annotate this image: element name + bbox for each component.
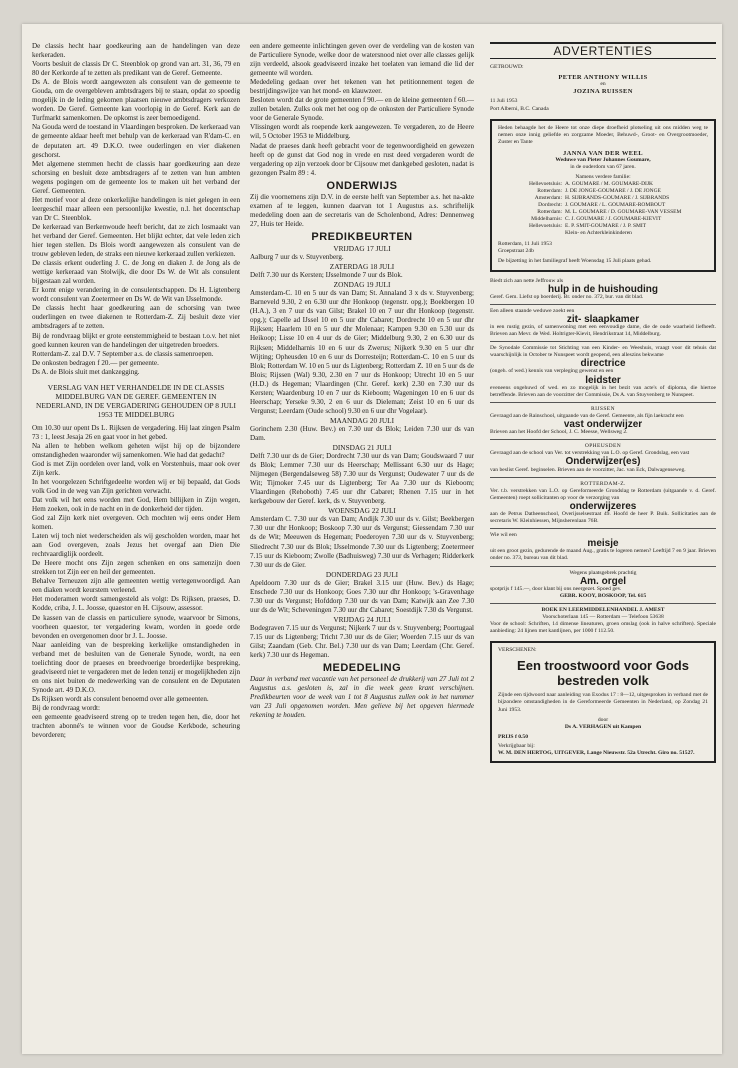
deceased-name: JANNA VAN DER WEEL bbox=[563, 149, 643, 157]
paragraph: Dat volk wil het eens worden met God, Hem billijken in Zijn wegen, Hem zoeken, ook in de nacht en in de donkerheid der tijden. bbox=[32, 495, 240, 513]
family-names: Klein- en Achterkleinkinderen bbox=[565, 230, 632, 237]
mededeling-heading: MEDEDELING bbox=[322, 662, 402, 675]
deceased-sub: Weduwe van Pieter Johannes Goumare, bbox=[555, 156, 651, 163]
report-conclusion bbox=[250, 42, 474, 178]
death-place: Rotterdam, 11 Juli 1953 bbox=[498, 241, 552, 248]
meisje-intro: Wie wil een bbox=[490, 532, 517, 539]
burial-text: De bijzetting in het familiegraf heeft Woensdag 15 Juli plaats gehad. bbox=[498, 258, 652, 265]
family-place: Amsterdam: bbox=[534, 195, 562, 202]
family-names: J. GOUMARE / L. GOUMARE-ROMBOUT bbox=[565, 202, 666, 209]
zit-title: zit- slaapkamer bbox=[566, 313, 640, 325]
mededeling-text: Daar in verband met vacantie van het personeel de drukkerij van 27 Juli tot 2 Augustus a.s. gesloten is, zal in die week geen krant verschijnen. Predikbeurten voor de week van 1 tot 8 Augustus zullen ook in het nummer van 23 Juli opgenomen worden. Men gelieve bij het opgeven hiermede rekening te houden. bbox=[250, 675, 474, 720]
paragraph: De classis hecht haar goedkeuring aan de schorsing van twee ouderlingen en twee diakenen te Rotterdam-Z. Zij besluit deze vier ambtsdragers af te zetten. bbox=[32, 304, 240, 331]
ad-divider bbox=[490, 304, 716, 305]
family-label: Namens verdere familie: bbox=[575, 174, 631, 181]
vast-text: Brieven aan het Hoofd der School, J. C. Meesse, Wellsweg 2. bbox=[490, 429, 628, 436]
marriage-ad bbox=[490, 64, 716, 113]
classis-report-continued bbox=[32, 42, 240, 377]
directrice-title: directrice bbox=[580, 358, 626, 370]
bride-name: JOZINA RUISSEN bbox=[573, 88, 633, 96]
family-names: C. J. GOUMARE / J. GOUMARE-KIEVIT bbox=[565, 216, 662, 223]
paragraph: God is met Zijn oordelen over land, volk en Vorstenhuis, maar ook over Zijn kerk. bbox=[32, 459, 240, 477]
hulp-intro: Biedt zich aan nette Jeffrouw als bbox=[490, 277, 564, 284]
advertenties-heading: ADVERTENTIES bbox=[490, 42, 716, 59]
predik-entries: Bodegraven 7.15 uur ds Vergunst; Nijkerk 7 uur ds v. Stuyvenberg; Poortugaal 7.15 uur ds Ligtenberg; Tricht 7.30 uur ds de Gier; Woerden 7.15 uur ds van Gilst; Zaandam (Geb. Chr. Bel.) 7.30 uur ds van Dam; Leerdam (Chr. Geref. kerk) 7.30 uur ds Hegeman. bbox=[250, 623, 474, 660]
paragraph: Nadat de praeses dank heeft gebracht voor de tegenwoordigheid en gewezen heeft op de gunst dat God nog in vrede en rust deed vergaderen wordt de vergadering op zijn verzoek door br Cijsouw met dankgebed gesloten, nadat is gezongen Psalm 89 : 4. bbox=[250, 141, 474, 177]
boek-sub: Voorschoterlaan 145 — Rotterdam — Telefoon 53638 bbox=[542, 614, 664, 621]
ad-divider bbox=[490, 528, 716, 529]
rijssen-text: Gevraagd aan de Rainschool, uitgaande van de Geref. Gemeente, als fijn laekracht een bbox=[490, 412, 684, 419]
opheusden-label: OPHEUSDEN bbox=[584, 443, 622, 450]
leidster-text: eveneens ongehuwd of wed. en zo mogelijk in het bezit van acte's of diploma, die hiertoe betreffende. Brieven aan de voorzitter der Commissie, Ds A. van Stuyvenberg te Nunspeet. bbox=[490, 384, 716, 398]
paragraph: Bij de rondvraag blijkt er grote eenstemmigheid te bestaan t.o.v. het niet goed kunnen keuren van de handelingen der uitgetreden broeders. bbox=[32, 331, 240, 349]
predik-entries: Amsterdam C. 7.30 uur ds van Dam; Andijk 7.30 uur ds v. Gilst; Beekbergen 7.30 uur dhr Honkoop; Boskoop 7.30 uur ds Vergunst; Giessendam 7.30 uur ds de Wit; Meeuwen ds Hegeman; Poederoyen 7.30 uur ds v. Stuyvenberg; Sliedrecht 7.30 uur ds Blok; IJsselmonde 7.30 uur ds Ligtenberg; Zoetermeer 7.15 uur ds Kieboom; Zwolle (Badhuisweg) 7.30 uur ds Verhagen; Ridderkerk 7.30 uur ds de Gier. bbox=[250, 515, 474, 569]
advertisements-column bbox=[490, 42, 716, 769]
wedding-date: 11 Juli 1953 bbox=[490, 98, 518, 105]
column-2 bbox=[250, 42, 474, 720]
predik-day: DINSDAG 21 JULI bbox=[332, 443, 392, 453]
paragraph: Bij de rondvraag wordt: bbox=[32, 704, 100, 712]
onderwijs-text: Zij die voornemens zijn D.V. in de eerste helft van September a.s. het na-akte examen af te leggen, kunnen daarvan tot 1 Augustus a.s. schriftelijk mededeling doen aan de secretaris van de Scholenbond, Adres: Dennenweg 27, Huis ter Heide. bbox=[250, 192, 474, 228]
predik-day: VRIJDAG 24 JULI bbox=[333, 614, 391, 624]
deceased-age: in de ouderdom van 67 jaren. bbox=[570, 164, 636, 171]
predik-entries: Delft 7.30 uur ds de Gier; Dordrecht 7.30 uur ds van Dam; Goudswaard 7 uur ds Blok; Lemmer 7.30 uur ds Heerschap; Mellissant 6.30 uur ds Hage; Nijmegen (Bergendalseweg 58) 7.30 uur ds Vergunst; Oudewater 7 uur ds de Wit; Tijmoker 7.45 uur ds Ligtenberg; Ter Aa 7.30 uur ds Kieboom; Vlaardingen (Rehoboth) 7.45 uur dhr Cabaret; Rhenen 7.15 uur in het kerkgebouw der Geref. kerk, ds v. Stuyvenberg. bbox=[250, 452, 474, 506]
opheusden-text: Gevraagd aan de school van Ver. tot verstrekking van L.O. op Geref. Grondslag, een vast bbox=[490, 450, 690, 457]
ad-divider bbox=[490, 477, 716, 478]
zit-ad bbox=[490, 308, 716, 338]
paragraph: Met algemene stemmen hecht de classis haar goedkeuring aan deze schorsing en besluit deze ambtsdragers af te zetten van hun ambten wegens pogingen om de gemeente los te maken uit het verband der Geref. Gemeenten. bbox=[32, 159, 240, 195]
family-place: Hellevoetsluis: bbox=[529, 181, 562, 188]
orgel-firm: GEBR. KOOY, BOSKOOP, Tel. 615 bbox=[559, 592, 647, 599]
family-place: Rotterdam: bbox=[537, 188, 562, 195]
paragraph: De kerkeraad van Berkenwoude heeft bericht, dat ze zich losmaakt van het verband der Geref. Gemeenten. Het blijkt echter, dat vele leden zich hier tegen stellen. Ds Blois wordt aangewezen als consulent van de trouw gebleven leden, de straks een nieuwe kerkeraad zullen verkiezen. bbox=[32, 222, 240, 259]
newspaper-page bbox=[22, 24, 722, 1054]
predik-entries: Gorinchem 2.30 (Huw. Bev.) en 7.30 uur ds Blok; Leiden 7.30 uur ds van Dam. bbox=[250, 424, 474, 442]
paragraph: De classis erkent ouderling J. C. de Jong en diaken J. de Jong als de wettige kerkeraad van Stolwijk, die door Ds W. de Wit als consulent bijgestaan zal worden. bbox=[32, 259, 240, 286]
paragraph: Het moderamen wordt samengesteld als volgt: Ds Rijksen, praeses, D. Kodde, criba, J. L. Joosse, quaestor en H. Cijsouw, assessor. bbox=[32, 595, 240, 613]
paragraph: De Heere mocht ons Zijn zegen schenken en ons samenzijn doen strekken tot Zijn eer en heil der gemeenten. bbox=[32, 559, 240, 577]
orgel-title: Am. orgel bbox=[579, 575, 627, 587]
hulp-text: Geref. Gem. Liefst op boerderij. Br. onder no. 372, bur. van dit blad. bbox=[490, 293, 644, 300]
wedding-place: Port Alberni, B.C. Canada bbox=[490, 105, 549, 112]
death-text: Heden behaagde het de Heere tot onze diepe droefheid plotseling uit ons midden weg te nemen onze innig geliefde en zorgzame Moeder, Behuwd-, Groot- en Overgrootmoeder, Zuster en Tante bbox=[498, 124, 708, 145]
onderwijzer-text: van beslist Geref. beginselen. Brieven aan de voorzitter, Jac. van Eck, Dalwagenseweg. bbox=[490, 466, 686, 473]
family-names: A. GOUMARE / M. GOUMARE-DIJK bbox=[565, 181, 653, 188]
onderwijzeres-title: onderwijzeres bbox=[569, 500, 637, 512]
onderwijzeres-text: aan de Petrus Datheenschool, Overijsselsestraat 49. Hoofd de heer P. Buik. Sollicitaties aan de secretaris W. Kleinhiessen, Mijnsherenlaan 76B. bbox=[490, 510, 716, 525]
family-place: Middelharnis: bbox=[531, 216, 562, 223]
orgel-intro: Wegens plaatsgebrek prachtig bbox=[569, 569, 637, 576]
paragraph: In het voorgelezen Schriftgedeelte worden wij er bij bepaald, dat Gods volk God in de weg van Zijn gerichten verwacht. bbox=[32, 477, 240, 495]
paragraph: Na allen te hebben welkom geheten wijst hij op de bijzondere omstandigheden waaronder wij samenkomen. Wie had dat gedacht? bbox=[32, 441, 240, 459]
rotterdam-z-ad bbox=[490, 481, 716, 526]
family-names: J. DE JONGE-GOUMARE / J. DE JONGE bbox=[565, 188, 661, 195]
hulp-title: hulp in de huishouding bbox=[548, 283, 658, 295]
book-desc: Zijnde een tijdwoord naar aanleiding van Exodus 17 : 8—12, uitgesproken in verband met de bijzondere omstandigheden in de Gereformeerde Gemeenten in Nederland, op Zondag 21 Juni 1953. bbox=[498, 692, 708, 713]
predik-day: MAANDAG 20 JULI bbox=[329, 415, 395, 425]
meisje-ad bbox=[490, 532, 716, 562]
predik-entries: Amsterdam-C. 10 en 5 uur ds van Dam; St. Annaland 3 x ds v. Stuyvenberg; Barneveld 9.30, 2 en 6.30 uur dhr Honkoop (tegenstr. opg.); Boekbergen 10 (H.A.), 3 en 7 uur ds van Gilst; Brakel 10 en 7 uur dhr Honkoop (tegenstr. opg.); Capelle ad IJssel 10 en 5 uur dhr Cabaret; Dordrecht 10 en 5 uur dhr Rijksen; Haarlem 10 en 5 uur dhr Molenaar; Kampen 9.30 en 5.30 uur ds Heikoop; Lisse 10 en 4 uur ds de Gier; Middelburg 9.30, 2 en 6.30 uur ds Rijksen; Middelharnis 10 en 6 uur ds Zwerus; Nijkerk 9.30 en 5 uur dhr Wijting; Opheusden 10 en 6 uur ds Dorresteijn; Rotterdam-C. 10 en 5 uur ds Blok; Rotterdam W. 10 en 5 uur ds Ligtenberg; Rotterdam Z. 10 en 5 uur ds de Blois; Rijssen (Wal) 9.30, 2.30 en 7 uur ds Honkoop; Utrecht 10 en 5 uur (H.D.) ds Hegeman; Vlaardingen (Chr. Geref. kerk) 2.30 en 7.30 uur ds Kersten; Waardenburg 10 en 7 uur ds Kieboom; Wageningen 10 en 6 uur ds Heerschap; Yerseke 9.30, 2 en 6 uur ds Dieleman; Zeist 10 en 6 uur ds Vergunst; Leerdam (Oude school) 9.30 en 6 uur dhr Vogelaar). bbox=[250, 289, 474, 415]
rijssen-ad bbox=[490, 406, 716, 436]
boek-title: BOEK EN LEERMIDDELENHANDEL J. AMEST bbox=[541, 606, 665, 613]
paragraph: Om 10.30 uur opent Ds L. Rijksen de vergadering. Hij laat zingen Psalm 73 : 1, leest Jesaja 26 en gaat voor in het gebed. bbox=[32, 423, 240, 441]
family-row bbox=[498, 230, 708, 237]
family-names: H. SIJBRANDS-GOUMARE / J. SIJBRANDS bbox=[565, 195, 670, 202]
book-ad bbox=[490, 641, 716, 763]
paragraph: Er komt enige verandering in de consulentschappen. Ds H. Ligtenberg wordt consulent van Zoetermeer en Ds W. de Wit van IJsselmonde. bbox=[32, 286, 240, 304]
opheusden-ad bbox=[490, 443, 716, 473]
rz-label: ROTTERDAM-Z. bbox=[580, 480, 626, 487]
predik-entries: Apeldoorn 7.30 uur ds de Gier; Brakel 3.15 uur (Huw. Bev.) ds Hage; Enschede 7.30 uur ds Honkoop; Goes 7.30 uur dhr Honkoop; 's-Gravenhage 7.30 uur ds Vergunst; Hofddorp 7.30 uur ds van Dam; Katwijk aan Zee 7.30 uur ds de Wit; Scheveningen 7.30 uur dhr Cabaret; Soestdijk 7.30 ds Vergunst. bbox=[250, 578, 474, 614]
family-place: Rotterdam: bbox=[537, 209, 562, 216]
paragraph: De onkosten bedragen f 20.— per gemeente. bbox=[32, 358, 159, 367]
meisje-title: meisje bbox=[587, 538, 619, 550]
death-address: Groepstraat 24b bbox=[498, 248, 534, 255]
paragraph: Besloten wordt dat de grote gemeenten f 90.— en de kleine gemeenten f 60.— zullen betalen. Zulks ook met het oog op de onkosten der Particuliere Synode voor de Generale Synode. bbox=[250, 96, 474, 123]
family-place: Hellevoetsluis: bbox=[529, 223, 562, 230]
predik-entries: Delft 7.30 uur ds Kersten; IJsselmonde 7 uur ds Blok. bbox=[250, 271, 403, 280]
family-names: M. L. GOUMARE / D. GOUMARE-VAN VESSEM bbox=[565, 209, 682, 216]
meisje-text: uit een groot gezin, gedurende de maand Aug., gratis te logeren nemen? Leeftijd 7 en 9 jaar. Brieven onder no. 373, bureau van dit blad. bbox=[490, 548, 716, 562]
paragraph: De kassen van de classis en particuliere synode, waarvoor br Simons, voorheen quaestor, ter vergadering kwam, worden in goede orde bevonden en overgenomen door br J. L. Joosse. bbox=[32, 613, 240, 640]
paragraph: een gemeente geadviseerd streng op te treden tegen hen, die, door het trachten abonné's te winnen voor de Goudse Kerkbode, scheuring bevorderen; bbox=[32, 713, 240, 740]
book-author: Ds A. VERHAGEN uit Kampen bbox=[564, 723, 642, 730]
verslag-heading: VERSLAG VAN HET VERHANDELDE IN DE CLASSIS MIDDELBURG VAN DE GEREF. GEMEENTEN IN NEDERLAND, IN DE VERGADERING GEHOUDEN OP 8 JULI 1953 TE MIDDELBURG bbox=[36, 382, 236, 420]
paragraph: Laten wij toch niet wederscheiden als wij gescholden worden, maar het aan God overgeven, zoals Jezus het overgaf aan Dien Die rechtvaardiglijk oordeelt. bbox=[32, 532, 240, 559]
family-row bbox=[498, 202, 708, 209]
column-1 bbox=[32, 42, 240, 740]
boekhandel-ad bbox=[490, 607, 716, 635]
publisher: W. M. DEN HERTOG, UITGEVER, Lange Nieuwstr. 52a Utrecht. Giro no. 51527. bbox=[498, 750, 695, 757]
predikbeurten-list bbox=[250, 244, 474, 660]
paragraph: Het motief voor al deze onkerkelijke handelingen is niet gelegen in een leergeschil maar alleen een persoonlijke kwestie, n.l. het docentschap van Dr C. Steenblok. bbox=[32, 195, 240, 222]
paragraph: Naar aanleiding van de bespreking kerkelijke omstandigheden in verband met de besluiten van de Generale Synode, wordt, na een toelichting door de praeses en breedvoerige broederlijke bespreking, geadviseerd niet te vergaderen met de leden tenzij er mogelijkheden zijn en ons niet buiten de medewerking van de consulent en de Deputaten Synode art. 49 D.K.O. bbox=[32, 640, 240, 694]
predik-entries: Aalburg 7 uur ds v. Stuyvenberg. bbox=[250, 253, 344, 262]
family-row bbox=[498, 209, 708, 216]
groom-name: PETER ANTHONY WILLIS bbox=[558, 74, 648, 82]
family-row bbox=[498, 195, 708, 202]
paragraph: Ds A. de Blois wordt aangewezen als consulent van de gemeente te Gouda, om de overgebleven ambtsdragers bij te staan, opdat zo spoedig mogelijk in de leding gekomen plaatsen nieuwe ambtsdragers verkozen worden. De Geref. Gemeente kan voorlopig in de Geref. Kerk aan de Turfmarkt samenkomen. De opkomst is zeer bemoedigend. bbox=[32, 78, 240, 123]
predik-day: WOENSDAG 22 JULI bbox=[328, 506, 396, 516]
leidster-title: leidster bbox=[585, 374, 621, 386]
zit-intro: Een alleen staande weduwe zoekt een bbox=[490, 307, 575, 314]
paragraph: Voorts besluit de classis Dr C. Steenblok op grond van art. 31, 36, 79 en 80 der Kerkorde af te zetten als predikant van de Geref. Gemeente. bbox=[32, 60, 240, 78]
orgel-ad bbox=[490, 570, 716, 600]
paragraph: een andere gemeente inlichtingen geven over de verdeling van de kosten van de Particuliere Synode, welke door de watersnood niet over alle classes gelijk zijn verdeeld, alsook geadviseerd inzake het toelaten van iemand die lid der gemeente wil worden. bbox=[250, 42, 474, 78]
directrice-intro: De Synodale Commissie tot Stichting van een Kinder- en Weeshuis, vraagt voor dit tehuis dat waarschijnlijk in October te Nunspeet wordt geopend, een alleszins bekwame bbox=[490, 345, 716, 359]
family-names: E. P. SMIT-GOUMARE / J. P. SMIT bbox=[565, 223, 647, 230]
family-row bbox=[498, 223, 708, 230]
zit-text: in een rustig gezin, of samenwoning met een eenvoudige dame, die de oude waarheid liefheeft. Brieven aan Mevr. de Wed. Holtrigter-Kievit, Hendrikstraat 14, Middelburg. bbox=[490, 324, 716, 338]
family-row bbox=[498, 181, 708, 188]
paragraph: Na Gouda werd de toestand in Vlaardingen besproken. De kerkeraad van de gemeente aldaar heeft met behulp van de kerkeraad van R'dam-C. en de deputaten art. 49 D.K.O. twee ouderlingen en vier diakenen geschorst. bbox=[32, 123, 240, 159]
onderwijzer-title: Onderwijzer(es) bbox=[565, 456, 641, 468]
paragraph: Rotterdam-Z. zal D.V. 7 September a.s. de classis samenroepen. bbox=[32, 349, 214, 358]
onderwijs-heading: ONDERWIJS bbox=[326, 179, 398, 192]
door-text: door bbox=[597, 716, 609, 723]
paragraph: Ds A. de Blois sluit met dankzegging. bbox=[32, 367, 140, 376]
paragraph: De classis hecht haar goedkeuring aan de handelingen van deze kerkeraden. bbox=[32, 42, 240, 60]
directrice-text: (ongeh. of wed.) kennis van verpleging gewenst en een bbox=[490, 368, 614, 375]
death-notice bbox=[490, 119, 716, 272]
family-place: Dordrecht: bbox=[538, 202, 562, 209]
predik-day: DONDERDAG 23 JULI bbox=[325, 569, 399, 579]
rijssen-label: RIJSSEN bbox=[591, 405, 615, 412]
directrice-ad bbox=[490, 345, 716, 399]
family-row bbox=[498, 216, 708, 223]
predik-day: ZATERDAG 18 JULI bbox=[329, 262, 395, 272]
family-row bbox=[498, 188, 708, 195]
predik-day: ZONDAG 19 JULI bbox=[333, 280, 391, 290]
ad-divider bbox=[490, 402, 716, 403]
rz-text: Ver. t.b. verstrekken van L.O. op Gereformeerde Grondslag te Rotterdam (uitgaande v. d. Geref. Gemeenten) roept sollicitanten op voor de verzorging van bbox=[490, 487, 716, 501]
ad-divider bbox=[490, 341, 716, 342]
predikbeurten-heading: PREDIKBEURTEN bbox=[311, 230, 413, 243]
ad-divider bbox=[490, 439, 716, 440]
boek-text: Voor de school: Schriften, 14 dimense lineaturen, groen omslag (ook in halve schriften). Speciale aanbieding: 24 lijnen met kantlijnen, per 1000 f 112.50. bbox=[490, 621, 716, 635]
verkrijgbaar-label: Verkrijgbaar bij: bbox=[498, 742, 535, 749]
hulp-ad bbox=[490, 278, 716, 301]
getrouwd-label: GETROUWD: bbox=[490, 64, 524, 71]
verschenen-label: VERSCHENEN: bbox=[498, 647, 537, 654]
paragraph: Ds Rijksen wordt als consulent benoemd over alle gemeenten. bbox=[32, 694, 209, 703]
paragraph: Vlissingen wordt als roepende kerk aangewezen. Te vergaderen, zo de Heere wil, 5 October 1953 te Middelburg. bbox=[250, 123, 474, 141]
paragraph: God zal Zijn kerk niet overgeven. Och mochten wij eens onder Hem komen. bbox=[32, 514, 240, 532]
ad-divider bbox=[490, 603, 716, 604]
orgel-text: spotprijs f 145.—, door klant bij ons neergezet. Spoed gev. bbox=[490, 585, 622, 592]
book-title: Een troostwoord voor Gods bestreden volk bbox=[517, 658, 689, 689]
middelburg-report bbox=[32, 424, 240, 741]
family-place bbox=[498, 230, 565, 237]
book-price: PRIJS f 0.50 bbox=[498, 733, 528, 740]
and-text: en bbox=[600, 81, 606, 88]
ad-divider bbox=[490, 566, 716, 567]
family-list bbox=[498, 181, 708, 237]
paragraph: Mededeling gedaan over het tekenen van het petitionnement tegen de bestrijdingswijze van het mond- en klauwzeer. bbox=[250, 78, 474, 96]
paragraph: Behalve Terneuzen zijn alle gemeenten wettig vertegenwoordigd. Aan een diaken wordt keurstem verleend. bbox=[32, 577, 240, 595]
vast-title: vast onderwijzer bbox=[563, 419, 643, 431]
predik-day: VRIJDAG 17 JULI bbox=[333, 243, 391, 253]
